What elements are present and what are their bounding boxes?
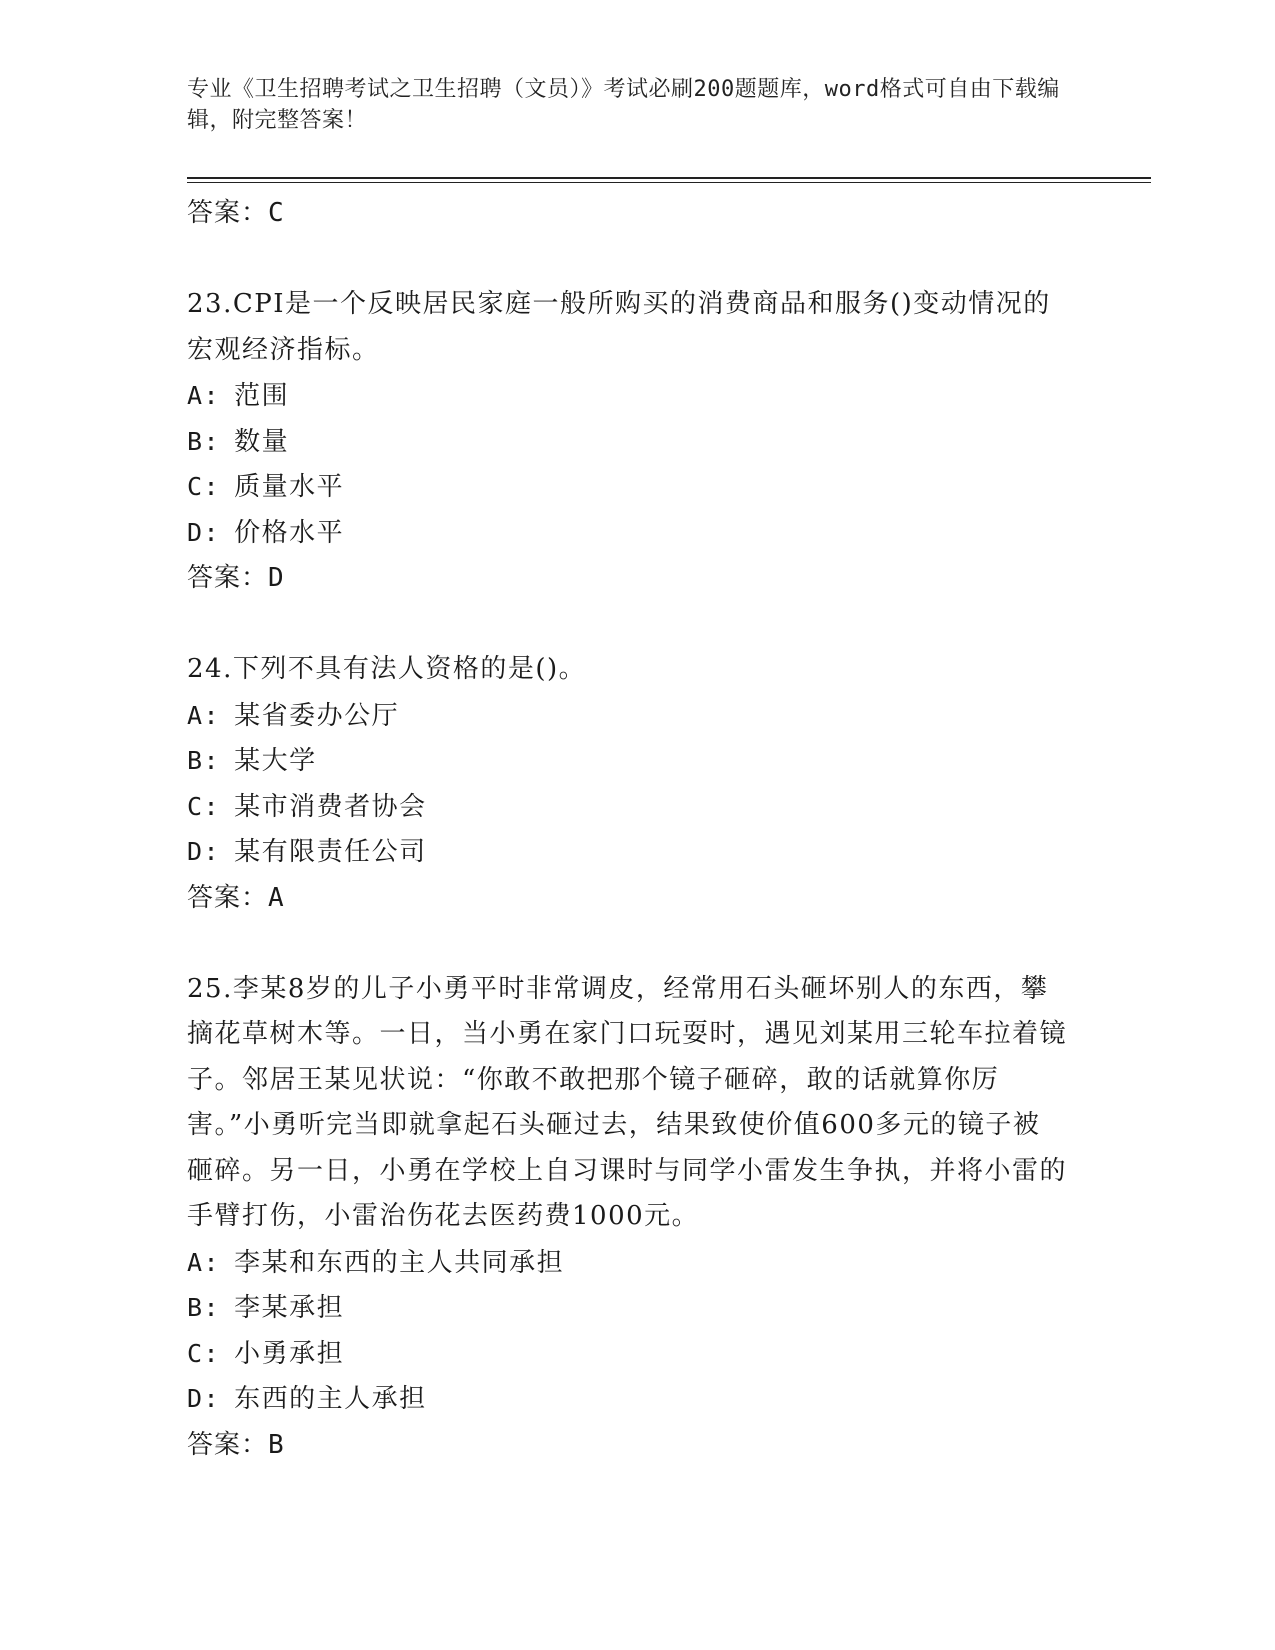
question-text: 23.CPI是一个反映居民家庭一般所购买的消费商品和服务()变动情况的宏观经济指标。 bbox=[187, 289, 1051, 365]
option-key: D: bbox=[187, 837, 221, 866]
option-key: A: bbox=[187, 381, 221, 410]
question-list bbox=[187, 190, 1067, 1468]
option-text: 质量水平 bbox=[234, 472, 345, 502]
option-a bbox=[187, 693, 1067, 739]
option-b bbox=[187, 738, 1067, 784]
option-text: 数量 bbox=[234, 426, 290, 457]
option-text: 某大学 bbox=[234, 746, 317, 776]
page-header-text: 专业《卫生招聘考试之卫生招聘（文员）》考试必刷200题题库，word格式可自由下载编辑，附完整答案！ bbox=[187, 77, 1060, 133]
option-text: 小勇承担 bbox=[234, 1338, 345, 1369]
answer-line bbox=[187, 555, 1067, 601]
option-key: C: bbox=[187, 472, 221, 501]
question-block bbox=[187, 282, 1067, 601]
option-text: 东西的主人承担 bbox=[234, 1384, 427, 1414]
answer-value: B bbox=[268, 1429, 285, 1460]
option-key: B: bbox=[187, 746, 221, 775]
option-key: D: bbox=[187, 517, 221, 547]
option-d bbox=[187, 829, 1067, 875]
answer-line bbox=[187, 875, 1067, 921]
option-c bbox=[187, 1331, 1067, 1377]
option-text: 李某和东西的主人共同承担 bbox=[234, 1247, 565, 1278]
answer-label: 答案： bbox=[187, 563, 269, 593]
option-key: D: bbox=[187, 1384, 221, 1413]
option-key: B: bbox=[187, 426, 221, 456]
option-d bbox=[187, 1376, 1067, 1422]
option-key: C: bbox=[187, 1338, 221, 1368]
option-text: 价格水平 bbox=[234, 517, 345, 548]
option-b bbox=[187, 1285, 1067, 1331]
answer-line bbox=[187, 1422, 1067, 1468]
option-d bbox=[187, 510, 1067, 556]
answer-value: D bbox=[268, 563, 285, 593]
answer-label: 答案： bbox=[187, 882, 269, 913]
option-c bbox=[187, 464, 1067, 510]
answer-value: A bbox=[268, 882, 285, 913]
option-key: B: bbox=[187, 1293, 221, 1322]
header-rule-thick bbox=[187, 177, 1151, 179]
header-rule-thin bbox=[187, 182, 1151, 183]
question-text: 25.李某8岁的儿子小勇平时非常调皮，经常用石头砸坏别人的东西，攀摘花草树木等。一日，当小勇在家门口玩耍时，遇见刘某用三轮车拉着镜子。邻居王某见状说：“你敢不敢把那个镜子砸碎，敢的话就算你厉害。”小勇听完当即就拿起石头砸过去，结果致使价值600多元的镜子被砸碎。另一日，小勇在学校上自习课时与同学小雷发生争执，并将小雷的手臂打伤，小雷治伤花去医药费1000元。 bbox=[187, 973, 1068, 1231]
option-b bbox=[187, 419, 1067, 465]
option-c bbox=[187, 784, 1067, 830]
option-text: 某市消费者协会 bbox=[234, 791, 427, 822]
option-a bbox=[187, 373, 1067, 419]
option-text: 某有限责任公司 bbox=[234, 837, 427, 867]
option-text: 某省委办公厅 bbox=[234, 700, 400, 731]
option-key: A: bbox=[187, 700, 221, 730]
question-block bbox=[187, 967, 1067, 1468]
option-text: 范围 bbox=[234, 381, 290, 411]
question-block bbox=[187, 647, 1067, 921]
answer-line bbox=[187, 190, 1067, 236]
option-key: A: bbox=[187, 1247, 221, 1277]
option-a bbox=[187, 1240, 1067, 1286]
question-text: 24.下列不具有法人资格的是()。 bbox=[187, 654, 587, 684]
option-key: C: bbox=[187, 791, 221, 821]
answer-label: 答案： bbox=[187, 1429, 269, 1460]
answer-value: C bbox=[268, 198, 285, 228]
answer-label: 答案： bbox=[187, 198, 269, 228]
option-text: 李某承担 bbox=[234, 1293, 345, 1323]
